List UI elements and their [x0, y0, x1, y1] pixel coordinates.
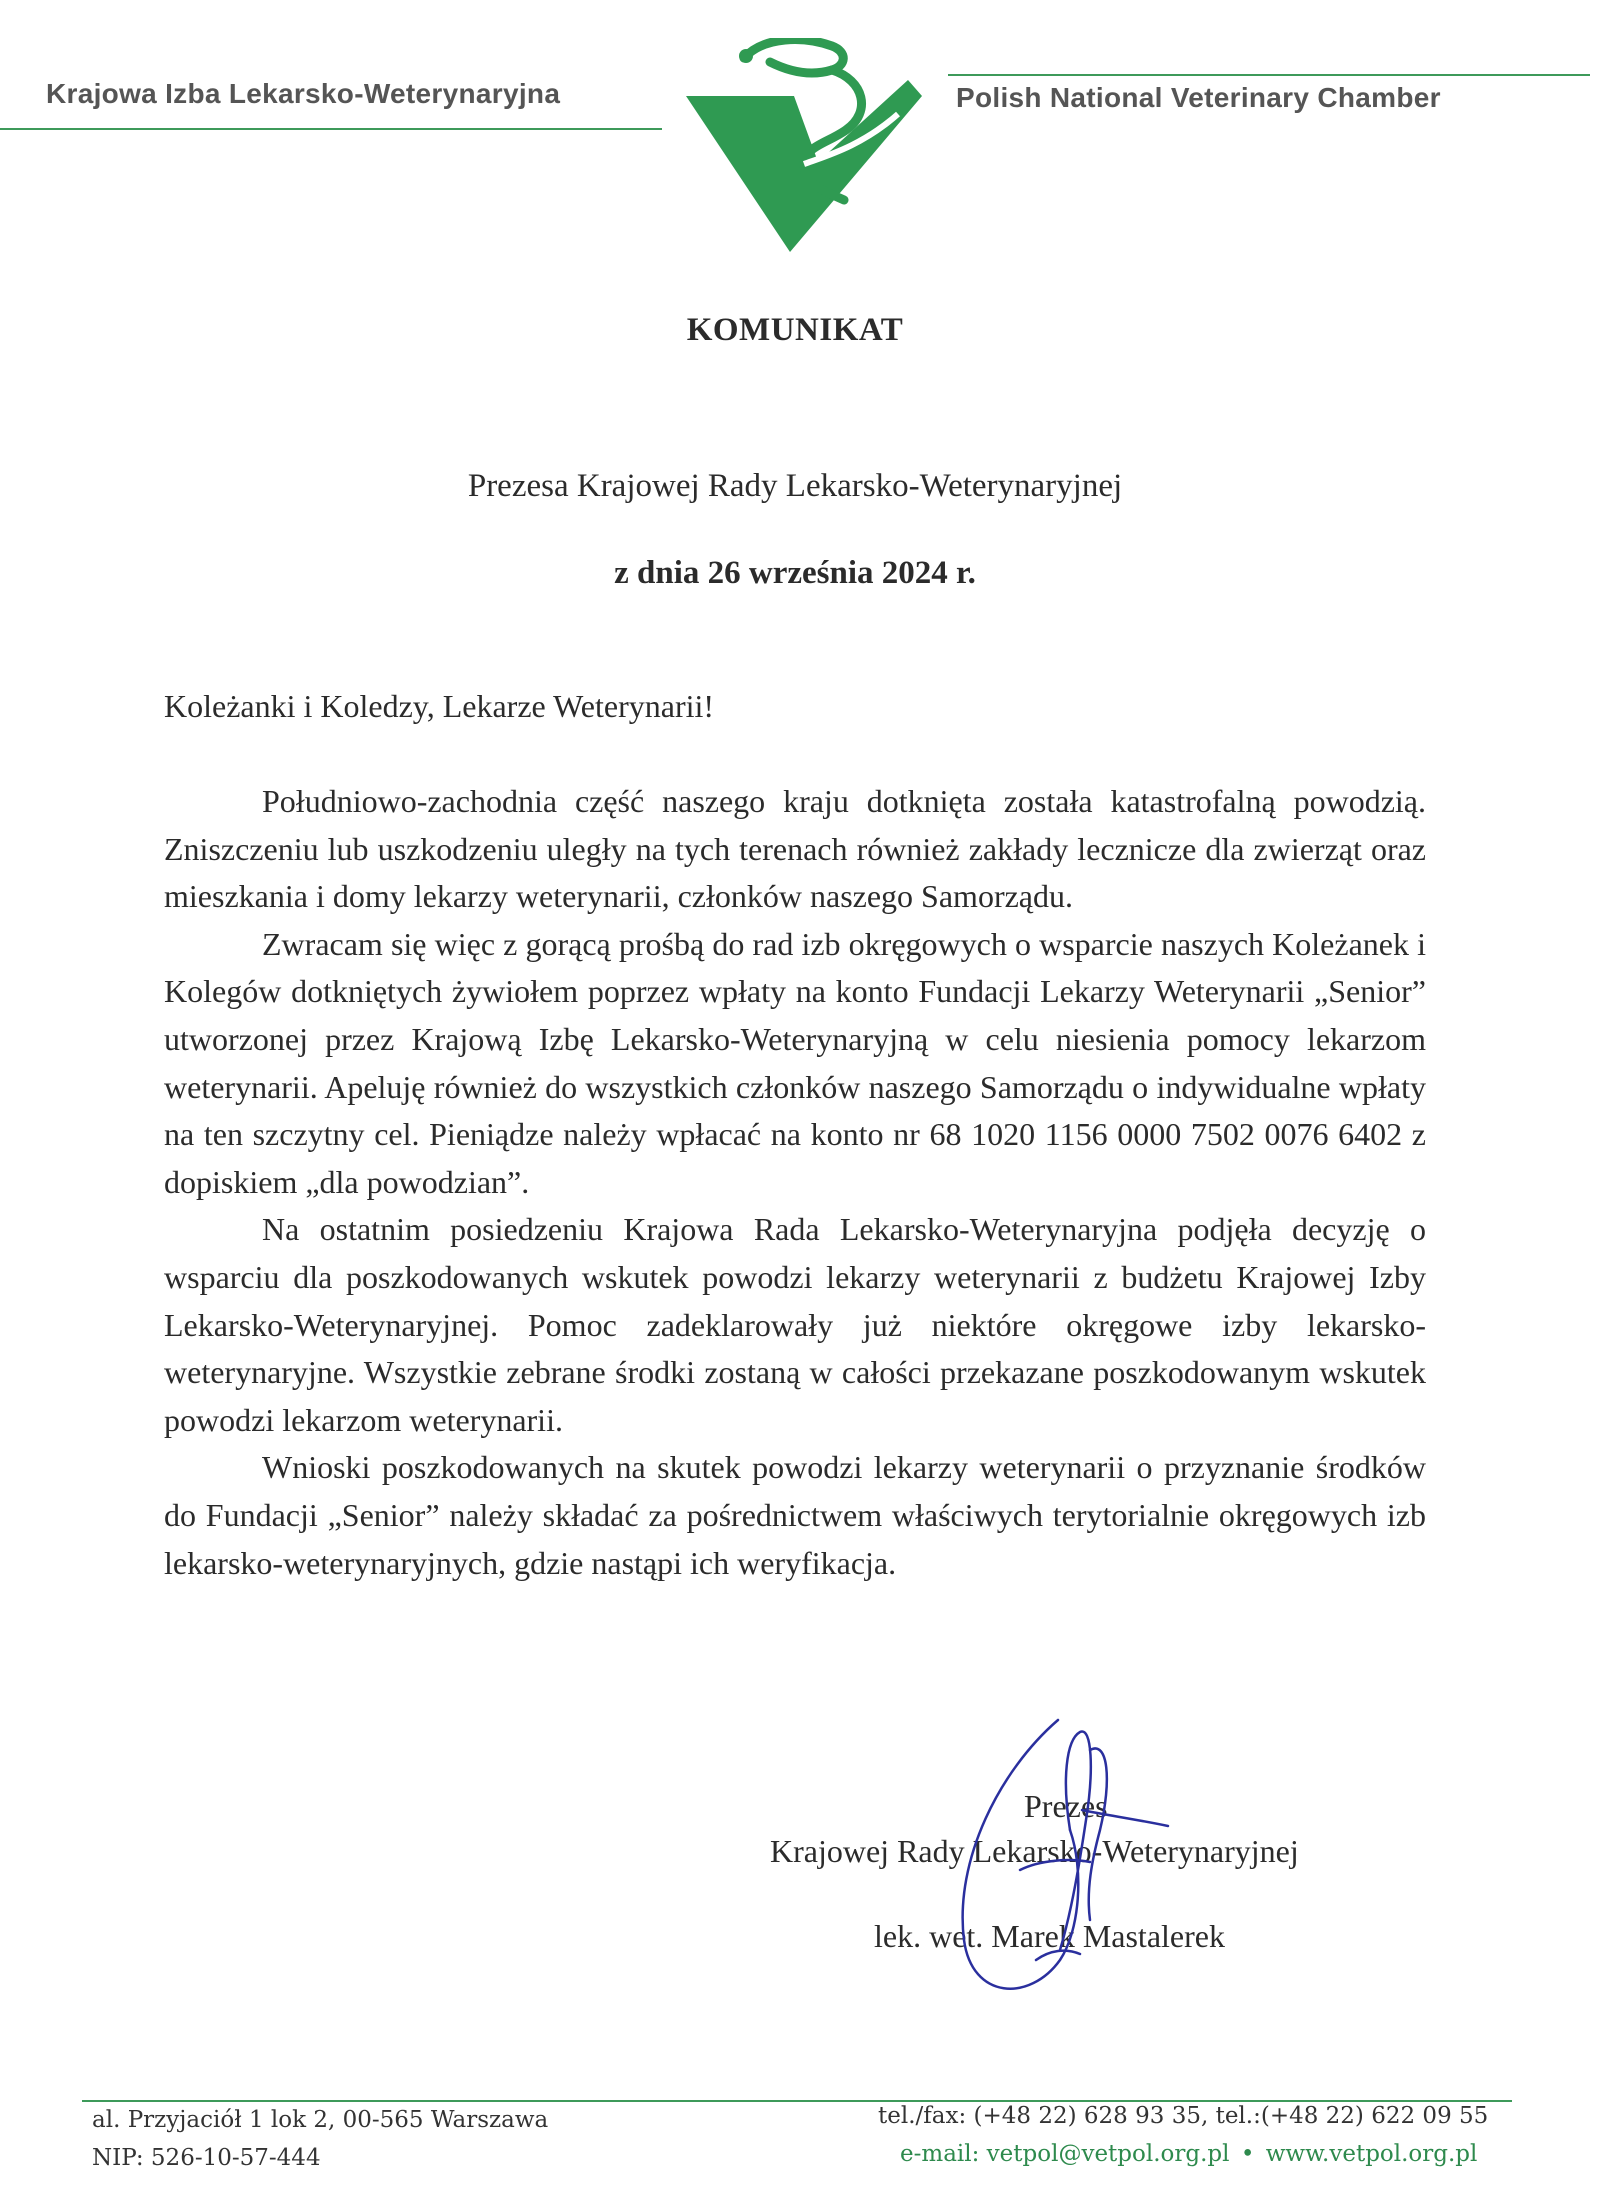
- footer-divider: [82, 2100, 1512, 2102]
- salutation: Koleżanki i Koledzy, Lekarze Weterynarii!: [164, 688, 715, 724]
- footer-email[interactable]: e-mail: vetpol@vetpol.org.pl: [900, 2141, 1230, 2167]
- paragraph: Południowo-zachodnia część naszego kraju dotknięta została katastrofalną powodzią. Zniszczeniu lub uszkodzeniu uległy na tych terenach również zakłady lecznicze dla zwierząt oraz mieszkania i domy lekarzy weterynarii, członków naszego Samorządu.: [164, 783, 1426, 915]
- signature-body: Krajowej Rady Lekarsko-Weterynaryjnej: [770, 1833, 1299, 1869]
- footer-nip: NIP: 526-10-57-444: [92, 2145, 321, 2171]
- signature-name: lek. wet. Marek Mastalerek: [874, 1918, 1225, 1954]
- document-date: z dnia 26 września 2024 r.: [614, 555, 976, 591]
- paragraph: Zwracam się więc z gorącą prośbą do rad izb okręgowych o wsparcie naszych Koleżanek i Kolegów dotkniętych żywiołem poprzez wpłaty na konto Fundacji Lekarzy Weterynarii „Senior” utworzonej przez Krajową Izbę Lekarsko-Weterynaryjną w celu niesienia pomocy lekarzom weterynarii. Apeluję również do wszystkich członków naszego Samorządu o indywidualne wpłaty na ten szczytny cel. Pieniądze należy wpłacać na konto nr 68 1020 1156 0000 7502 0076 6402 z dopiskiem „dla powodzian”.: [164, 925, 1426, 1200]
- handwritten-signature: [940, 1710, 1170, 2000]
- footer-phone: tel./fax: (+48 22) 628 93 35, tel.:(+48 22) 622 09 55: [878, 2103, 1489, 2129]
- paragraph: Wnioski poszkodowanych na skutek powodzi lekarzy weterynarii o przyznanie środków do Fundacji „Senior” należy składać za pośrednictwem właściwych terytorialnie okręgowych izb lekarsko-weterynaryjnych, gdzie nastąpi ich weryfikacja.: [164, 1449, 1426, 1581]
- letterhead-right: [948, 74, 1590, 126]
- org-name-polish: Krajowa Izba Lekarsko-Weterynaryjna: [46, 78, 561, 109]
- footer-contact: [900, 2141, 1477, 2167]
- signature-role: Prezes: [1024, 1788, 1108, 1824]
- letter-body: [164, 778, 1426, 1587]
- document-title: KOMUNIKAT: [686, 312, 904, 348]
- org-name-english: Polish National Veterinary Chamber: [956, 82, 1441, 113]
- letterhead-left: [0, 78, 662, 130]
- green-v-snake-logo-icon: [686, 38, 926, 254]
- footer-address: al. Przyjaciół 1 lok 2, 00-565 Warszawa: [92, 2107, 549, 2133]
- paragraph: Na ostatnim posiedzeniu Krajowa Rada Lekarsko-Weterynaryjna podjęła decyzję o wsparciu dla poszkodowanych wskutek powodzi lekarzy weterynarii z budżetu Krajowej Izby Lekarsko-Weterynaryjnej. Pomoc zadeklarowały już niektóre okręgowe izby lekarsko-weterynaryjne. Wszystkie zebrane środki zostaną w całości przekazane poszkodowanym wskutek powodzi lekarzom weterynarii.: [164, 1211, 1426, 1438]
- footer-website[interactable]: www.vetpol.org.pl: [1265, 2141, 1478, 2167]
- document-subtitle: Prezesa Krajowej Rady Lekarsko-Weterynaryjnej: [467, 468, 1123, 504]
- bullet-separator-icon: •: [1240, 2141, 1255, 2167]
